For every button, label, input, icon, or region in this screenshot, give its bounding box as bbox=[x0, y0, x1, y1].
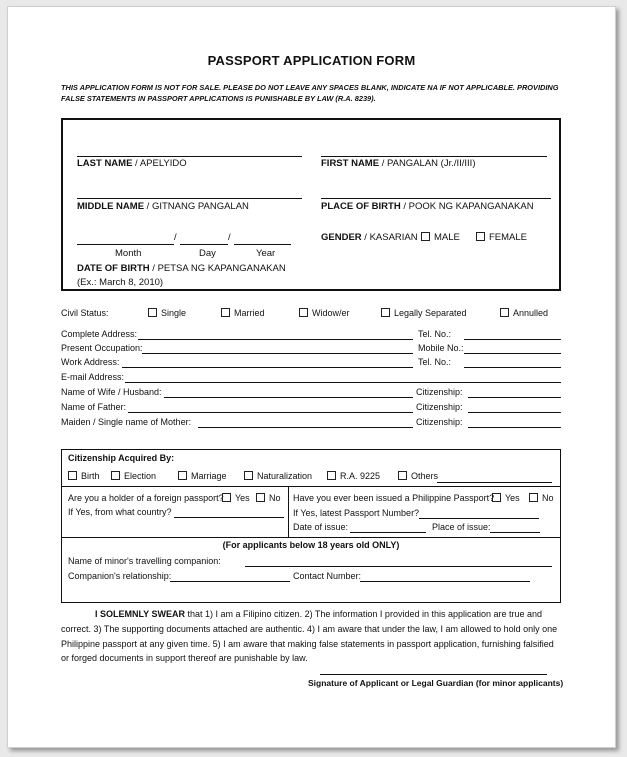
signature-line[interactable] bbox=[320, 674, 547, 675]
foreign-country-field[interactable] bbox=[174, 517, 284, 518]
form-title: PASSPORT APPLICATION FORM bbox=[207, 53, 416, 68]
father-field[interactable] bbox=[128, 412, 413, 413]
foreign-country-label: If Yes, from what country? bbox=[68, 507, 172, 517]
dob-slash-2: / bbox=[228, 232, 231, 243]
married-checkbox[interactable] bbox=[221, 308, 230, 317]
civil-status-single[interactable]: Single bbox=[148, 308, 186, 318]
mobile-no-field[interactable] bbox=[464, 353, 561, 354]
mobile-no-label: Mobile No.: bbox=[418, 343, 464, 353]
citizenship-label-1: Citizenship: bbox=[416, 387, 463, 397]
civil-status-widow[interactable]: Widow/er bbox=[299, 308, 350, 318]
tel-no-field-2[interactable] bbox=[464, 367, 561, 368]
middle-name-field[interactable] bbox=[77, 198, 302, 199]
dob-month-field[interactable] bbox=[77, 244, 174, 245]
birth-checkbox[interactable] bbox=[68, 471, 77, 480]
election-checkbox[interactable] bbox=[111, 471, 120, 480]
form-notice: THIS APPLICATION FORM IS NOT FOR SALE. PLEASE DO NOT LEAVE ANY SPACES BLANK, INDICATE NA IF NOT APPLICABLE. PROVIDING FALSE STATEMENTS IN PASSPORT APPLICATIONS IS PUNISHABLE BY LAW (R.A. 8239). bbox=[61, 83, 559, 103]
tel-no-label-1: Tel. No.: bbox=[418, 329, 452, 339]
civil-status-separated[interactable]: Legally Separated bbox=[381, 308, 467, 318]
dob-day-field[interactable] bbox=[180, 244, 228, 245]
work-address-label: Work Address: bbox=[61, 357, 120, 367]
separated-checkbox[interactable] bbox=[381, 308, 390, 317]
cit-ra9225[interactable]: R.A. 9225 bbox=[327, 471, 380, 481]
contact-number-field[interactable] bbox=[360, 581, 530, 582]
citizenship-label-3: Citizenship: bbox=[416, 417, 463, 427]
spouse-label: Name of Wife / Husband: bbox=[61, 387, 162, 397]
cit-others[interactable]: Others bbox=[398, 471, 438, 481]
companion-name-label: Name of minor's travelling companion: bbox=[68, 556, 221, 566]
marriage-checkbox[interactable] bbox=[178, 471, 187, 480]
cit-birth[interactable]: Birth bbox=[68, 471, 100, 481]
dob-label: DATE OF BIRTH / PETSA NG KAPANGANAKAN bbox=[77, 263, 286, 274]
present-occupation-field[interactable] bbox=[142, 353, 413, 354]
form-page bbox=[7, 6, 616, 748]
ph-no-checkbox[interactable] bbox=[529, 493, 538, 502]
divider-1 bbox=[62, 486, 560, 487]
gender-female-option[interactable]: FEMALE bbox=[476, 232, 527, 243]
citizenship-acquired-label: Citizenship Acquired By: bbox=[68, 453, 175, 463]
tel-no-label-2: Tel. No.: bbox=[418, 357, 452, 367]
latest-passport-field[interactable] bbox=[419, 518, 539, 519]
personal-info-box bbox=[61, 118, 561, 291]
companion-relationship-label: Companion's relationship: bbox=[68, 571, 172, 581]
place-of-birth-field[interactable] bbox=[321, 198, 551, 199]
father-label: Name of Father: bbox=[61, 402, 127, 412]
companion-name-field[interactable] bbox=[245, 566, 552, 567]
mother-label: Maiden / Single name of Mother: bbox=[61, 417, 192, 427]
first-name-label: FIRST NAME / PANGALAN (Jr./II/III) bbox=[321, 158, 476, 169]
female-checkbox[interactable] bbox=[476, 232, 485, 241]
widow-checkbox[interactable] bbox=[299, 308, 308, 317]
foreign-passport-no[interactable]: No bbox=[256, 493, 281, 503]
ph-passport-no[interactable]: No bbox=[529, 493, 554, 503]
column-divider bbox=[288, 486, 289, 537]
contact-number-label: Contact Number: bbox=[293, 571, 362, 581]
gender-label: GENDER / KASARIAN bbox=[321, 232, 418, 243]
naturalization-checkbox[interactable] bbox=[244, 471, 253, 480]
last-name-label: LAST NAME / APELYIDO bbox=[77, 158, 187, 169]
spouse-field[interactable] bbox=[164, 397, 413, 398]
others-field[interactable] bbox=[437, 482, 552, 483]
companion-relationship-field[interactable] bbox=[170, 581, 290, 582]
mother-field[interactable] bbox=[198, 427, 413, 428]
ra9225-checkbox[interactable] bbox=[327, 471, 336, 480]
date-of-issue-label: Date of issue: bbox=[293, 522, 349, 532]
foreign-yes-checkbox[interactable] bbox=[222, 493, 231, 502]
first-name-field[interactable] bbox=[321, 156, 547, 157]
civil-status-annulled[interactable]: Annulled bbox=[500, 308, 548, 318]
dob-slash-1: / bbox=[174, 232, 177, 243]
civil-status-married[interactable]: Married bbox=[221, 308, 265, 318]
dob-year-field[interactable] bbox=[234, 244, 291, 245]
citizenship-label-2: Citizenship: bbox=[416, 402, 463, 412]
cit-election[interactable]: Election bbox=[111, 471, 156, 481]
minors-header: (For applicants below 18 years old ONLY) bbox=[222, 540, 400, 550]
citizenship-field-3[interactable] bbox=[468, 427, 561, 428]
citizenship-field-1[interactable] bbox=[468, 397, 561, 398]
foreign-passport-question: Are you a holder of a foreign passport? bbox=[68, 493, 224, 503]
dob-year-caption: Year bbox=[256, 248, 276, 259]
dob-example: (Ex.: March 8, 2010) bbox=[77, 277, 164, 288]
ph-yes-checkbox[interactable] bbox=[492, 493, 501, 502]
foreign-no-checkbox[interactable] bbox=[256, 493, 265, 502]
work-address-field[interactable] bbox=[122, 367, 413, 368]
foreign-passport-yes[interactable]: Yes bbox=[222, 493, 250, 503]
place-of-issue-field[interactable] bbox=[490, 532, 540, 533]
middle-name-label: MIDDLE NAME / GITNANG PANGALAN bbox=[77, 201, 249, 212]
oath-text: I SOLEMNLY SWEAR that 1) I am a Filipino citizen. 2) The information I provided in this application are true and correct. 3) The supporting documents attached are authentic. 4) I am aware that under the law, I am allowed to hold only one Philippine passport at any given time. 5) I am aware that making false statements in passport application, furnishing falsified or forged documents in support thereof are punishable by law. bbox=[61, 609, 558, 664]
email-field[interactable] bbox=[125, 382, 561, 383]
complete-address-field[interactable] bbox=[138, 339, 413, 340]
dob-month-caption: Month bbox=[115, 248, 142, 259]
ph-passport-yes[interactable]: Yes bbox=[492, 493, 520, 503]
dob-day-caption: Day bbox=[199, 248, 216, 259]
place-of-issue-label: Place of issue: bbox=[432, 522, 491, 532]
cit-naturalization[interactable]: Naturalization bbox=[244, 471, 312, 481]
others-checkbox[interactable] bbox=[398, 471, 407, 480]
single-checkbox[interactable] bbox=[148, 308, 157, 317]
divider-2 bbox=[62, 537, 560, 538]
date-of-issue-field[interactable] bbox=[350, 532, 426, 533]
present-occupation-label: Present Occupation: bbox=[61, 343, 143, 353]
last-name-field[interactable] bbox=[77, 156, 302, 157]
place-of-birth-label: PLACE OF BIRTH / POOK NG KAPANGANAKAN bbox=[321, 201, 534, 212]
annulled-checkbox[interactable] bbox=[500, 308, 509, 317]
latest-passport-label: If Yes, latest Passport Number? bbox=[293, 508, 420, 518]
cit-marriage[interactable]: Marriage bbox=[178, 471, 227, 481]
tel-no-field-1[interactable] bbox=[464, 339, 561, 340]
civil-status-label: Civil Status: bbox=[61, 308, 109, 318]
gender-male-option[interactable]: MALE bbox=[421, 232, 460, 243]
signature-caption: Signature of Applicant or Legal Guardian (for minor applicants) bbox=[308, 678, 564, 688]
male-checkbox[interactable] bbox=[421, 232, 430, 241]
citizenship-passport-box bbox=[61, 449, 561, 603]
email-label: E-mail Address: bbox=[61, 372, 125, 382]
complete-address-label: Complete Address: bbox=[61, 329, 138, 339]
ph-passport-question: Have you ever been issued a Philippine Passport? bbox=[293, 493, 495, 503]
citizenship-field-2[interactable] bbox=[468, 412, 561, 413]
